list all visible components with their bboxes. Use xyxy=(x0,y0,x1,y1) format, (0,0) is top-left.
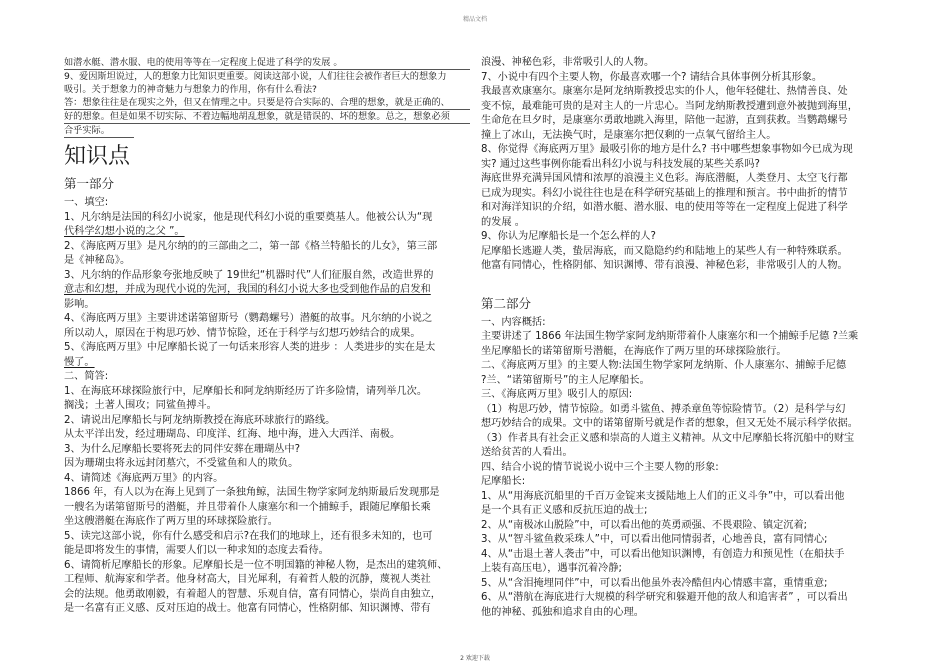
text-line: 二、简答: xyxy=(64,371,109,382)
text-line: 工程师、航海家和学者。他身材高大，目光犀利，有着哲人般的沉静，蔑视人类社 xyxy=(64,574,431,585)
text-line: 5、从“含泪掩埋同伴”中，可以看出他虽外表冷酷但内心情感丰富，重情重意; xyxy=(481,577,828,589)
text-line: 2、请说出尼摩船长与阿龙纳斯教授在海底环球旅行的路线。 xyxy=(64,414,336,426)
text-line: 三、《海底两万里》吸引人的原因: xyxy=(481,389,633,400)
text-line: 想巧妙结合的成果。文中的诺第留斯号就是作者的想象，但又无处不展示科学依据。 xyxy=(481,418,858,429)
intro-line-1: 如潜水艇、潜水服、电的使用等等在一定程度上促进了科学的发展 。 xyxy=(64,56,470,70)
section-title-part-1: 第一部分 xyxy=(64,176,115,191)
intro-line-6: 合乎实际。 xyxy=(64,124,134,138)
page-header: 精品文档 xyxy=(462,16,487,23)
text-line: 7、小说中有四个主要人物，你最喜欢哪一个? 请结合具体事例分析其形象。 xyxy=(481,71,823,83)
text-line: 是《神秘岛》。 xyxy=(64,255,131,266)
right-column xyxy=(481,56,887,620)
text-line: 慢了。 xyxy=(64,356,95,368)
text-line: 他富有同情心，性格阴郁、知识渊博、带有浪漫、神秘色彩，非常吸引人的人物。 xyxy=(481,260,848,271)
text-line: 他的神秘、孤独和追求自由的心理。 xyxy=(481,606,644,618)
text-line: 4、《海底两万里》主要讲述诺第留斯号（鹦鹉螺号）潜艇的故事。凡尔纳的小说之 xyxy=(64,313,433,324)
text-line: 1、从“用海底沉船里的千百万金锭来支援陆地上人们的正义斗争”中，可以看出他 xyxy=(481,490,845,502)
text-line: 1866 年，有人以为在海上见到了一条独角鲸，法国生物学家阿龙纳斯最后发现那是 xyxy=(64,487,440,498)
text-line: 实? 通过这些事例你能看出科幻小说与科技发展的某些关系吗? xyxy=(481,158,760,170)
text-line: 影响。 xyxy=(64,298,95,310)
text-line: 4、从“击退土著人袭击”中，可以看出他知识渊博，有创造力和预见性（在船扶手 xyxy=(481,548,845,560)
text-line: 6、从“潜航在海底进行大规模的科学研究和躲避开他的敌人和追害者” ，可以看出 xyxy=(481,592,848,603)
text-line: 和对海洋知识的介绍，如潜水艇、潜水服、电的使用等等在一定程度上促进了科学 xyxy=(481,202,848,213)
text-line: 会的法规。他勇敢刚毅，有着超人的智慧、乐观自信，富有同情心，崇尚自由独立， xyxy=(64,588,441,600)
text-line: 已成为现实。科幻小说往往也是在科学研究基础上的推理和预言。书中曲折的情节 xyxy=(481,187,848,199)
text-line: 因为珊瑚虫将永远封闭墓穴，不受鲨鱼和人的欺负。 xyxy=(64,458,299,469)
text-line: （3）作者具有社会正义感和崇高的人道主义精神。从文中尼摩船长将沉船中的财宝 xyxy=(481,432,855,444)
text-line: 代科学幻想小说的之父 ”。 xyxy=(64,226,185,237)
text-line: 一、填空: xyxy=(64,197,109,208)
left-column xyxy=(64,56,470,617)
text-line: 4、请简述《海底两万里》的内容。 xyxy=(64,472,224,484)
text-line: 5、读完这部小说，你有什么感受和启示?在我们的地球上，还有很多未知的，也可 xyxy=(64,530,433,542)
text-line: 撞上了冰山，无法换气时，是康塞尔把仅剩的一点氧气留给主人。 xyxy=(481,129,777,141)
text-line: 2、《海底两万里》是凡尔纳的的三部曲之二，第一部《格兰特船长的儿女》，第三部 xyxy=(64,240,438,252)
text-line: 四、结合小说的情节说说小说中三个主要人物的形象: xyxy=(481,461,719,473)
text-line: 1、在海底环球探险旅行中，尼摩船长和阿龙纳斯经历了许多险情，请列举几次。 xyxy=(64,385,428,397)
text-line: 3、从“智斗鲨鱼救采珠人”中，可以看出他同情弱者，心地善良，富有同情心; xyxy=(481,534,828,545)
text-line: 是一名富有正义感、反对压迫的战士。他富有同情心，性格阴郁、知识渊博、带有 xyxy=(64,603,431,614)
intro-line-2: 9、爱因斯坦说过，人的想象力比知识更重要。阅读这部小说，人们往往会被作者巨大的想象力 xyxy=(64,71,447,82)
intro-line-5: 好的想象。但是如果不切实际、不着边幅地胡乱想象，就是错误的、坏的想象。总之，想象必须 xyxy=(64,110,470,124)
text-line: 浪漫、神秘色彩，非常吸引人的人物。 xyxy=(481,57,655,68)
text-line: 变不惊，最难能可贵的是对主人的一片忠心。当阿龙纳斯教授遭到意外被抛到海里， xyxy=(481,100,858,112)
text-line: 一、内容概括: xyxy=(481,316,546,328)
text-line: 1、凡尔纳是法国的科幻小说家，他是现代科幻小说的重要奠基人。他被公认为“现 xyxy=(64,211,433,223)
text-line: 3、凡尔纳的作品形象夸张地反映了 19世纪“机器时代”人们征服自然，改造世界的 xyxy=(64,269,434,281)
text-line: 的发展 。 xyxy=(481,216,525,228)
text-line: 生命危在旦夕时，是康塞尔勇敢地跳入海里，陪他一起游，直到获救。当鹦鹉螺号 xyxy=(481,115,848,126)
big-title: 知识点 xyxy=(64,144,131,169)
text-line: 是一个具有正义感和反抗压迫的战士; xyxy=(481,505,648,516)
text-line: 坐这艘潜艇在海底作了两万里的环球探险旅行。 xyxy=(64,516,278,527)
text-line: ?兰、“诺第留斯号”的主人尼摩船长。 xyxy=(481,374,650,386)
text-line: 二、《海底两万里》的主要人物:法国生物学家阿龙纳斯、仆人康塞尔、捕鲸手尼德 xyxy=(481,360,847,371)
text-line: 搁浅；土著人围攻；同鲨鱼搏斗。 xyxy=(64,400,217,411)
text-line: 6、请简析尼摩船长的形象。尼摩船长是一位不明国籍的神秘人物，是杰出的建筑师、 xyxy=(64,559,448,571)
text-line: 坐尼摩船长的诺第留斯号潜艇，在海底作了两万里的环球探险旅行。 xyxy=(481,345,787,357)
text-line: 3、为什么尼摩船长要将死去的同伴安葬在珊瑚丛中? xyxy=(64,443,301,455)
text-line: 8、你觉得《海底两万里》最吸引你的地方是什么? 书中哪些想象事物如今已成为现 xyxy=(481,144,853,155)
text-line: 2、从“南极冰山脱险”中，可以看出他的英勇顽强、不畏艰险、镇定沉着; xyxy=(481,519,808,531)
intro-line-3: 吸引。关于想象力的神奇魅力与想象力的作用，你有什么看法? xyxy=(64,84,317,95)
text-line: 9、你认为尼摩船长是一个怎么样的人? xyxy=(481,231,656,242)
text-line: 意志和幻想，并成为现代小说的先河，我国的科幻小说大多也受到他作品的启发和 xyxy=(64,284,431,295)
text-line: 我最喜欢康塞尔。康塞尔是阿龙纳斯教授忠实的仆人，他年轻健壮、热情善良、处 xyxy=(481,86,848,97)
text-line: 所以动人，原因在于构思巧妙、情节惊险，还在于科学与幻想巧妙结合的成果。 xyxy=(64,327,421,339)
text-line: （1）构思巧妙，情节惊险。如勇斗鲨鱼、搏杀章鱼等惊险情节。（2）是科学与幻 xyxy=(481,403,846,415)
text-line: 能是即将发生的事情，需要人们以一种求知的态度去看待。 xyxy=(64,545,329,556)
text-line: 海底世界充满异国风情和浓厚的浪漫主义色彩。海底潜艇，人类登月、太空飞行都 xyxy=(481,173,848,184)
text-line: 尼摩船长: xyxy=(481,476,526,487)
section-title-part-2: 第二部分 xyxy=(481,295,532,311)
text-line: 上装有高压电），遇事沉着冷静; xyxy=(481,563,622,574)
text-line: 送给贫苦的人看出。 xyxy=(481,447,573,458)
intro-line-4: 答：想象往往是在现实之外，但又在情理之中。只要是符合实际的、合理的想象，就是正确的、 xyxy=(64,96,470,110)
text-line: 主要讲述了 1866 年法国生物学家阿龙纳斯带着仆人康塞尔和一个捕鲸手尼德 ?兰乘 xyxy=(481,331,859,342)
text-line: 从太平洋出发，经过珊瑚岛、印度洋、红海、地中海，进入大西洋、南极。 xyxy=(64,429,401,440)
text-line: 一艘名为诺第留斯号的潜艇，并且带着仆人康塞尔和一个捕鲸手，跟随尼摩船长乘 xyxy=(64,501,431,513)
text-line: 5、《海底两万里》中尼摩船长说了一句话来形容人类的进步 ：人类进步的实在是太 xyxy=(64,342,436,353)
text-line: 尼摩船长逃避人类，蛰居海底，而又隐隐约约和陆地上的某些人有一种特殊联系。 xyxy=(481,245,848,257)
page-footer: 2 欢迎下载 xyxy=(460,655,490,662)
